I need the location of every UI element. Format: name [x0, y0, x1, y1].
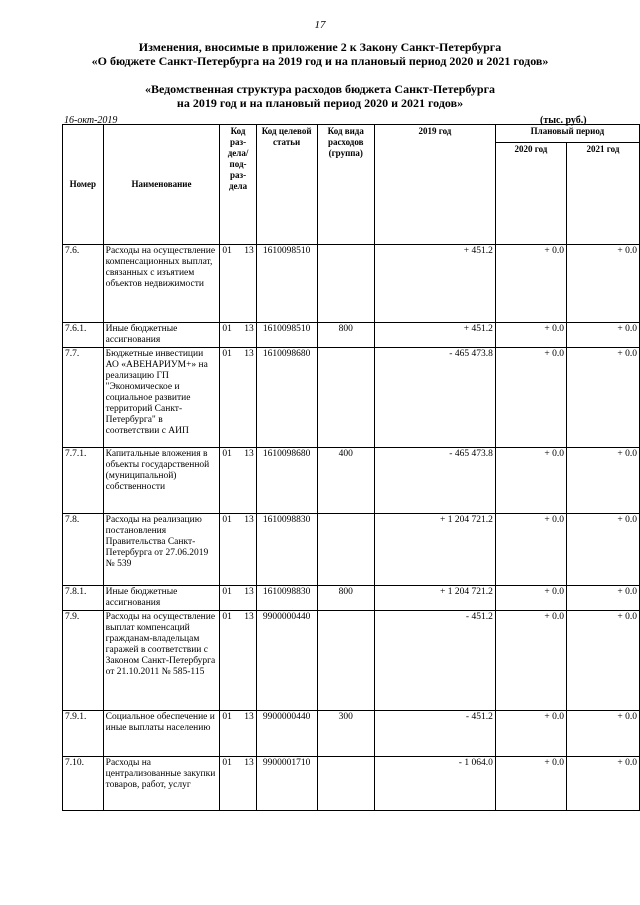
row-amount: 451.2: [471, 324, 493, 334]
row-amount: 0.0: [625, 349, 637, 359]
row-sign: +: [544, 612, 550, 622]
row-sign: +: [617, 449, 623, 459]
row-sign: -: [465, 712, 470, 722]
row-amount: 0.0: [552, 587, 564, 597]
row-section-code: [220, 757, 256, 811]
row-amount: 0.0: [625, 449, 637, 459]
row-amount: 0.0: [625, 758, 637, 768]
row-amount: 0.0: [552, 612, 564, 622]
row-section-code: [220, 245, 256, 323]
row-name: Бюджетные инвестиции АО «АВЕНАРИУМ+» на реализацию ГП "Экономическое и социальное развитие территорий Санкт-Петербурга" в соответствии с АИП: [103, 348, 220, 448]
row-value-2021: [567, 448, 640, 514]
row-amount: 451.2: [471, 612, 493, 622]
row-name: Иные бюджетные ассигнования: [103, 586, 220, 611]
column-header-section: Код раз-дела/ под-раз-дела: [220, 125, 256, 245]
row-expense-type: [317, 611, 375, 711]
row-amount: 0.0: [625, 712, 637, 722]
table-row: [63, 323, 640, 348]
row-target-code: 1610098680: [256, 348, 317, 448]
row-sign: +: [544, 515, 550, 525]
row-expense-type: 800: [317, 323, 375, 348]
row-number: 7.9.: [63, 611, 104, 711]
row-amount: 451.2: [471, 712, 493, 722]
row-amount: 0.0: [552, 449, 564, 459]
table-row: [63, 611, 640, 711]
column-header-2019: 2019 год: [375, 125, 496, 245]
row-value-2021: [567, 711, 640, 757]
row-section-code: [220, 514, 256, 586]
row-amount: 451.2: [471, 246, 493, 256]
row-sec2: 13: [244, 712, 254, 722]
row-value-2020: [495, 611, 566, 711]
column-header-expense-type: Код вида расходов (группа): [317, 125, 375, 245]
row-value-2019: [375, 245, 496, 323]
row-value-2019: [375, 448, 496, 514]
row-sec1: 01: [222, 324, 232, 334]
row-value-2020: [495, 323, 566, 348]
row-sec2: 13: [244, 349, 254, 359]
row-section-code: [220, 323, 256, 348]
row-name: Социальное обеспечение и иные выплаты населению: [103, 711, 220, 757]
row-amount: 0.0: [552, 246, 564, 256]
column-header-2020: 2020 год: [495, 143, 566, 245]
column-header-target: Код целевой статьи: [256, 125, 317, 245]
row-value-2020: [495, 711, 566, 757]
page-number: 17: [314, 19, 326, 31]
row-value-2019: [375, 514, 496, 586]
row-amount: 0.0: [552, 712, 564, 722]
row-expense-type: 300: [317, 711, 375, 757]
row-target-code: 1610098680: [256, 448, 317, 514]
row-amount: 0.0: [552, 515, 564, 525]
row-section-code: [220, 586, 256, 611]
table-row: [63, 245, 640, 323]
row-value-2020: [495, 757, 566, 811]
units-label: (тыс. руб.): [540, 115, 587, 126]
row-sign: -: [449, 349, 453, 359]
column-header-planned-period: Плановый период: [495, 125, 639, 143]
table-row: [63, 586, 640, 611]
row-number: 7.10.: [63, 757, 104, 811]
row-value-2020: [495, 245, 566, 323]
row-sign: +: [544, 712, 550, 722]
row-sign: +: [544, 758, 550, 768]
row-sign: +: [617, 758, 623, 768]
row-target-code: 9900000440: [256, 711, 317, 757]
row-sec1: 01: [222, 349, 232, 359]
row-number: 7.6.1.: [63, 323, 104, 348]
row-expense-type: [317, 514, 375, 586]
row-value-2019: [375, 611, 496, 711]
row-amount: 0.0: [625, 324, 637, 334]
row-expense-type: 400: [317, 448, 375, 514]
row-amount: 1 204 721.2: [447, 515, 493, 525]
row-target-code: 1610098830: [256, 514, 317, 586]
row-sign: +: [463, 324, 470, 334]
column-header-2021: 2021 год: [567, 143, 640, 245]
row-section-code: [220, 711, 256, 757]
row-section-code: [220, 448, 256, 514]
row-sec1: 01: [222, 612, 232, 622]
document-subtitle-line-2: на 2019 год и на плановый период 2020 и 2021 годов»: [176, 96, 464, 110]
row-section-code: [220, 348, 256, 448]
row-value-2019: [375, 323, 496, 348]
row-sign: -: [458, 758, 462, 768]
row-amount: 465 473.8: [454, 349, 493, 359]
row-sign: +: [544, 324, 550, 334]
row-amount: 0.0: [552, 758, 564, 768]
row-sec2: 13: [244, 758, 254, 768]
row-name: Расходы на осуществление выплат компенсаций гражданам-владельцам гаражей в соответствии с Законом Санкт-Петербурга от 21.10.2011 № 585-115: [103, 611, 220, 711]
row-sign: +: [439, 587, 446, 597]
row-sec2: 13: [244, 515, 254, 525]
row-sign: +: [617, 324, 623, 334]
row-sign: -: [449, 449, 453, 459]
row-number: 7.6.: [63, 245, 104, 323]
row-value-2020: [495, 586, 566, 611]
row-sec2: 13: [244, 324, 254, 334]
row-sec1: 01: [222, 246, 232, 256]
row-sec1: 01: [222, 587, 232, 597]
table-row: [63, 348, 640, 448]
row-value-2021: [567, 611, 640, 711]
row-sec2: 13: [244, 246, 254, 256]
row-sign: +: [544, 349, 550, 359]
row-target-code: 1610098510: [256, 323, 317, 348]
row-value-2020: [495, 348, 566, 448]
row-sign: +: [617, 612, 623, 622]
row-expense-type: 800: [317, 586, 375, 611]
row-value-2021: [567, 245, 640, 323]
row-value-2021: [567, 323, 640, 348]
row-number: 7.8.1.: [63, 586, 104, 611]
row-sign: +: [439, 515, 446, 525]
table-row: [63, 711, 640, 757]
row-sign: +: [617, 515, 623, 525]
row-name: Расходы на реализацию постановления Правительства Санкт-Петербурга от 27.06.2019 № 539: [103, 514, 220, 586]
row-sign: -: [465, 612, 470, 622]
row-sec1: 01: [222, 712, 232, 722]
row-target-code: 1610098830: [256, 586, 317, 611]
row-name: Капитальные вложения в объекты государственной (муниципальной) собственности: [103, 448, 220, 514]
row-number: 7.8.: [63, 514, 104, 586]
row-value-2019: [375, 757, 496, 811]
row-number: 7.7.1.: [63, 448, 104, 514]
row-value-2021: [567, 514, 640, 586]
row-expense-type: [317, 245, 375, 323]
row-name: Расходы на осуществление компенсационных выплат, связанных с изъятием объектов недвижимости: [103, 245, 220, 323]
row-value-2019: [375, 711, 496, 757]
row-value-2021: [567, 757, 640, 811]
row-sign: +: [544, 449, 550, 459]
row-sec1: 01: [222, 449, 232, 459]
row-amount: 465 473.8: [454, 449, 493, 459]
row-value-2019: [375, 586, 496, 611]
budget-table: [62, 124, 640, 811]
row-name: Иные бюджетные ассигнования: [103, 323, 220, 348]
row-target-code: 9900001710: [256, 757, 317, 811]
row-amount: 1 064.0: [464, 758, 493, 768]
table-row: [63, 448, 640, 514]
row-sign: +: [617, 587, 623, 597]
row-value-2020: [495, 448, 566, 514]
row-target-code: 9900000440: [256, 611, 317, 711]
row-expense-type: [317, 348, 375, 448]
row-expense-type: [317, 757, 375, 811]
row-name: Расходы на централизованные закупки товаров, работ, услуг: [103, 757, 220, 811]
row-sec1: 01: [222, 515, 232, 525]
column-header-name: Наименование: [103, 125, 220, 245]
row-amount: 0.0: [625, 246, 637, 256]
row-amount: 0.0: [552, 349, 564, 359]
row-sec2: 13: [244, 587, 254, 597]
row-sec1: 01: [222, 758, 232, 768]
row-number: 7.9.1.: [63, 711, 104, 757]
document-subtitle-line-1: «Ведомственная структура расходов бюджета Санкт-Петербурга: [144, 82, 496, 96]
row-amount: 0.0: [625, 515, 637, 525]
table-row: [63, 757, 640, 811]
row-value-2021: [567, 348, 640, 448]
row-sign: +: [617, 246, 623, 256]
row-sign: +: [463, 246, 470, 256]
row-amount: 0.0: [552, 324, 564, 334]
row-number: 7.7.: [63, 348, 104, 448]
row-amount: 0.0: [625, 587, 637, 597]
row-sign: +: [544, 587, 550, 597]
row-target-code: 1610098510: [256, 245, 317, 323]
column-header-number: Номер: [63, 125, 104, 245]
table-row: [63, 514, 640, 586]
document-title-line-2: «О бюджете Санкт-Петербурга на 2019 год и на плановый период 2020 и 2021 годов»: [91, 54, 549, 68]
row-sign: +: [617, 712, 623, 722]
row-value-2020: [495, 514, 566, 586]
row-sec2: 13: [244, 612, 254, 622]
row-amount: 1 204 721.2: [447, 587, 493, 597]
row-section-code: [220, 611, 256, 711]
row-value-2019: [375, 348, 496, 448]
row-value-2021: [567, 586, 640, 611]
document-title-line-1: Изменения, вносимые в приложение 2 к Закону Санкт-Петербурга: [138, 40, 502, 54]
row-amount: 0.0: [625, 612, 637, 622]
row-sec2: 13: [244, 449, 254, 459]
document-date: 16-окт-2019: [64, 115, 118, 126]
row-sign: +: [617, 349, 623, 359]
row-sign: +: [544, 246, 550, 256]
